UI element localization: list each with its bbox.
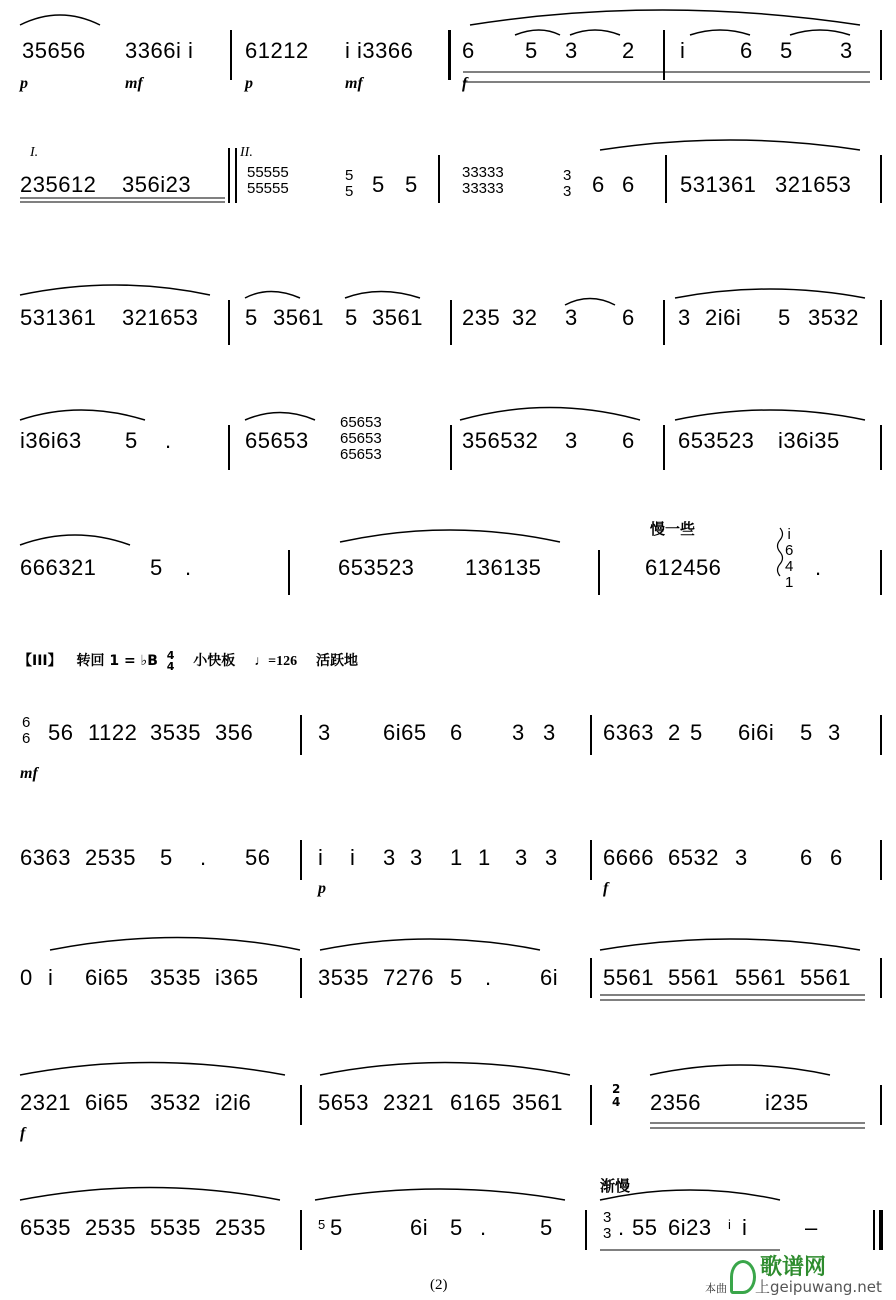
note-group: 2321 — [20, 1090, 71, 1115]
note: 5 — [780, 38, 793, 63]
note-group: 531361 — [680, 172, 757, 197]
barline — [228, 425, 230, 470]
dynamic-mark: p — [20, 75, 28, 92]
note: i — [48, 965, 54, 990]
note-group: 356 — [215, 720, 254, 745]
note: 6 — [740, 38, 753, 63]
final-barline-thick — [879, 1210, 883, 1250]
barline — [880, 550, 882, 595]
note: 5 — [245, 305, 258, 330]
barline — [300, 1085, 302, 1125]
note-group: 653523 — [678, 428, 755, 453]
dynamic-mark: f — [603, 880, 609, 897]
dynamic-mark: mf — [345, 75, 363, 92]
barline — [450, 300, 452, 345]
note-group: 32 — [512, 305, 538, 330]
note: 3 — [828, 720, 841, 745]
barline — [665, 155, 667, 203]
note-group: 2535 — [85, 845, 136, 870]
note-group: 6i65 — [85, 1090, 129, 1115]
note-group: 612456 — [645, 555, 722, 580]
note-group: i365 — [215, 965, 259, 990]
metronome-mark: ♩=126 — [254, 654, 298, 669]
chord-stack: 5 5 — [345, 167, 354, 200]
note-group: 235 — [462, 305, 501, 330]
music-note-icon — [730, 1260, 756, 1294]
note-group: 6532 — [668, 845, 719, 870]
dot: . — [618, 1215, 625, 1240]
note-group: 6165 — [450, 1090, 501, 1115]
note-group: 3535 — [318, 965, 369, 990]
note: 5 — [345, 305, 358, 330]
barline — [880, 30, 882, 80]
barline — [228, 148, 230, 203]
note-group: 6535 — [20, 1215, 71, 1240]
barline — [880, 425, 882, 470]
note: 3 — [840, 38, 853, 63]
barline — [880, 715, 882, 755]
note-group: 3561 — [512, 1090, 563, 1115]
note-group: 5561 — [800, 965, 851, 990]
note: 5 — [778, 305, 791, 330]
note: 3 — [318, 720, 331, 745]
note: 5 — [540, 1215, 553, 1240]
tie-dash: – — [805, 1215, 818, 1240]
note-group: 6666 — [603, 845, 654, 870]
dynamic-mark: mf — [20, 765, 38, 782]
key-change: 转回 1 = ♭B — [76, 653, 158, 669]
note-group: 5561 — [735, 965, 786, 990]
note: i — [680, 38, 686, 63]
note-group: i2i6 — [215, 1090, 252, 1115]
barline — [288, 550, 290, 595]
dynamic-mark: p — [318, 880, 326, 897]
note-group: 3366i i — [125, 38, 194, 63]
page-number: (2) — [430, 1277, 448, 1293]
note: 6 — [450, 720, 463, 745]
note: 3 — [735, 845, 748, 870]
note: 6 — [830, 845, 843, 870]
dot: . — [815, 555, 822, 580]
note-group: 3532 — [808, 305, 859, 330]
chord-stack: 65653 65653 65653 — [340, 414, 382, 463]
chord-stack: 3 3 — [603, 1209, 612, 1242]
chord-stack: 6 6 — [22, 714, 31, 747]
note: i — [350, 845, 356, 870]
note: 3 — [678, 305, 691, 330]
note-group: 5561 — [603, 965, 654, 990]
section-label: 【III】 — [18, 653, 62, 669]
note-group: 1122 — [88, 720, 138, 745]
note: 5 — [330, 1215, 343, 1240]
barline — [300, 715, 302, 755]
note-group: 3561 — [372, 305, 423, 330]
note-group: 6i6i — [738, 720, 775, 745]
barline — [300, 840, 302, 880]
barline — [590, 1085, 592, 1125]
note-group: 3535 — [150, 720, 201, 745]
barline — [590, 715, 592, 755]
barline — [880, 840, 882, 880]
dynamic-mark: mf — [125, 75, 143, 92]
watermark-prefix: 本曲 — [705, 1282, 727, 1295]
note-group: 55 — [632, 1215, 658, 1240]
chord-stack: 33333 33333 — [462, 164, 504, 197]
barline — [598, 550, 600, 595]
note-group: i235 — [765, 1090, 809, 1115]
watermark-text: 上geipuwang.net — [755, 1278, 882, 1296]
note: 5 — [800, 720, 813, 745]
barline — [300, 958, 302, 998]
note-group: 6i65 — [383, 720, 427, 745]
note: 3 — [565, 428, 578, 453]
note: 3 — [565, 38, 578, 63]
barline — [880, 958, 882, 998]
note: i — [318, 845, 324, 870]
note: 5 — [372, 172, 385, 197]
note-group: 321653 — [122, 305, 199, 330]
note: 3 — [543, 720, 556, 745]
note-group: 5653 — [318, 1090, 369, 1115]
barline — [880, 155, 882, 203]
note-group: 2535 — [215, 1215, 266, 1240]
note-group: 6i65 — [85, 965, 129, 990]
rest: 0 — [20, 965, 33, 990]
note-group: 356i23 — [122, 172, 192, 197]
note: 2 — [668, 720, 681, 745]
dot: . — [480, 1215, 487, 1240]
final-barline — [873, 1210, 875, 1250]
note: 3 — [383, 845, 396, 870]
note-group: i i3366 — [345, 38, 414, 63]
note: 5 — [450, 1215, 463, 1240]
dot: . — [200, 845, 207, 870]
note-group: 2321 — [383, 1090, 434, 1115]
barline — [585, 1210, 587, 1250]
note-group: 2i6i — [705, 305, 742, 330]
time-signature: 4 4 — [166, 649, 175, 673]
note-group: 3535 — [150, 965, 201, 990]
note: i — [742, 1215, 748, 1240]
note: 3 — [545, 845, 558, 870]
note-group: 56 — [245, 845, 271, 870]
note-group: 666321 — [20, 555, 97, 580]
note-group: 136135 — [465, 555, 542, 580]
barline — [235, 148, 237, 203]
note: 5 — [690, 720, 703, 745]
barline — [880, 1085, 882, 1125]
dot: . — [485, 965, 492, 990]
time-signature-2-4: 2 4 — [612, 1082, 621, 1109]
barline — [880, 300, 882, 345]
note-group: 321653 — [775, 172, 852, 197]
volta-2: II. — [240, 145, 253, 160]
dynamic-mark: f — [462, 75, 468, 92]
repeat-barline — [448, 30, 451, 80]
grace-note: 5 — [318, 1217, 326, 1232]
note-group: 7276 — [383, 965, 434, 990]
note: 5 — [150, 555, 163, 580]
volta-1: I. — [30, 145, 39, 160]
note: 6 — [800, 845, 813, 870]
barline — [300, 1210, 302, 1250]
note: 3 — [410, 845, 423, 870]
note: 6 — [622, 305, 635, 330]
note: 6 — [622, 428, 635, 453]
note-group: 356532 — [462, 428, 539, 453]
note: 5 — [405, 172, 418, 197]
note: 5 — [525, 38, 538, 63]
note-group: 3532 — [150, 1090, 201, 1115]
barline — [663, 425, 665, 470]
note-group: 5561 — [668, 965, 719, 990]
note-group: 2535 — [85, 1215, 136, 1240]
note-group: 6i — [540, 965, 559, 990]
barline — [663, 300, 665, 345]
note-group: 653523 — [338, 555, 415, 580]
note-group: 5535 — [150, 1215, 201, 1240]
chord-stack: 3 3 — [563, 167, 572, 200]
tempo-marking: 慢一些 — [650, 520, 696, 538]
note: 1 — [478, 845, 491, 870]
note-group: i36i63 — [20, 428, 82, 453]
barline — [590, 840, 592, 880]
note: 5 — [160, 845, 173, 870]
note: 5 — [125, 428, 138, 453]
watermark-logo: 歌谱网 — [760, 1255, 827, 1280]
note-group: 65653 — [245, 428, 309, 453]
chord-stack: 55555 55555 — [247, 164, 289, 197]
note-group: 3561 — [273, 305, 324, 330]
dynamic-mark: p — [245, 75, 253, 92]
note-group: 6363 — [20, 845, 71, 870]
dynamic-mark: f — [20, 1125, 26, 1142]
expression-term: 活跃地 — [316, 653, 359, 669]
dot: . — [165, 428, 172, 453]
note: 1 — [450, 845, 463, 870]
note-group: 35656 — [22, 38, 86, 63]
barline — [450, 425, 452, 470]
note-group: i36i35 — [778, 428, 840, 453]
dot: . — [185, 555, 192, 580]
note-group: 61212 — [245, 38, 309, 63]
note: 3 — [565, 305, 578, 330]
note-group: 6363 — [603, 720, 654, 745]
note-group: 531361 — [20, 305, 97, 330]
note: 6 — [592, 172, 605, 197]
barline — [230, 30, 232, 80]
note: 3 — [512, 720, 525, 745]
grace-note: i — [728, 1217, 732, 1232]
note-group: 6i23 — [668, 1215, 712, 1240]
note-group: 235612 — [20, 172, 97, 197]
note: 3 — [515, 845, 528, 870]
barline — [438, 155, 440, 203]
note: 5 — [450, 965, 463, 990]
note: 2 — [622, 38, 635, 63]
arpeggio-chord: i 6 4 1 — [785, 526, 794, 591]
section-header — [18, 650, 358, 672]
barline — [590, 958, 592, 998]
note-group: 6i — [410, 1215, 429, 1240]
tempo-marking: 渐慢 — [600, 1177, 631, 1195]
barline — [663, 30, 665, 80]
note: 6 — [462, 38, 475, 63]
note: 6 — [622, 172, 635, 197]
note-group: 56 — [48, 720, 74, 745]
barline — [228, 300, 230, 345]
note-group: 2356 — [650, 1090, 701, 1115]
tempo-term: 小快板 — [193, 653, 236, 669]
